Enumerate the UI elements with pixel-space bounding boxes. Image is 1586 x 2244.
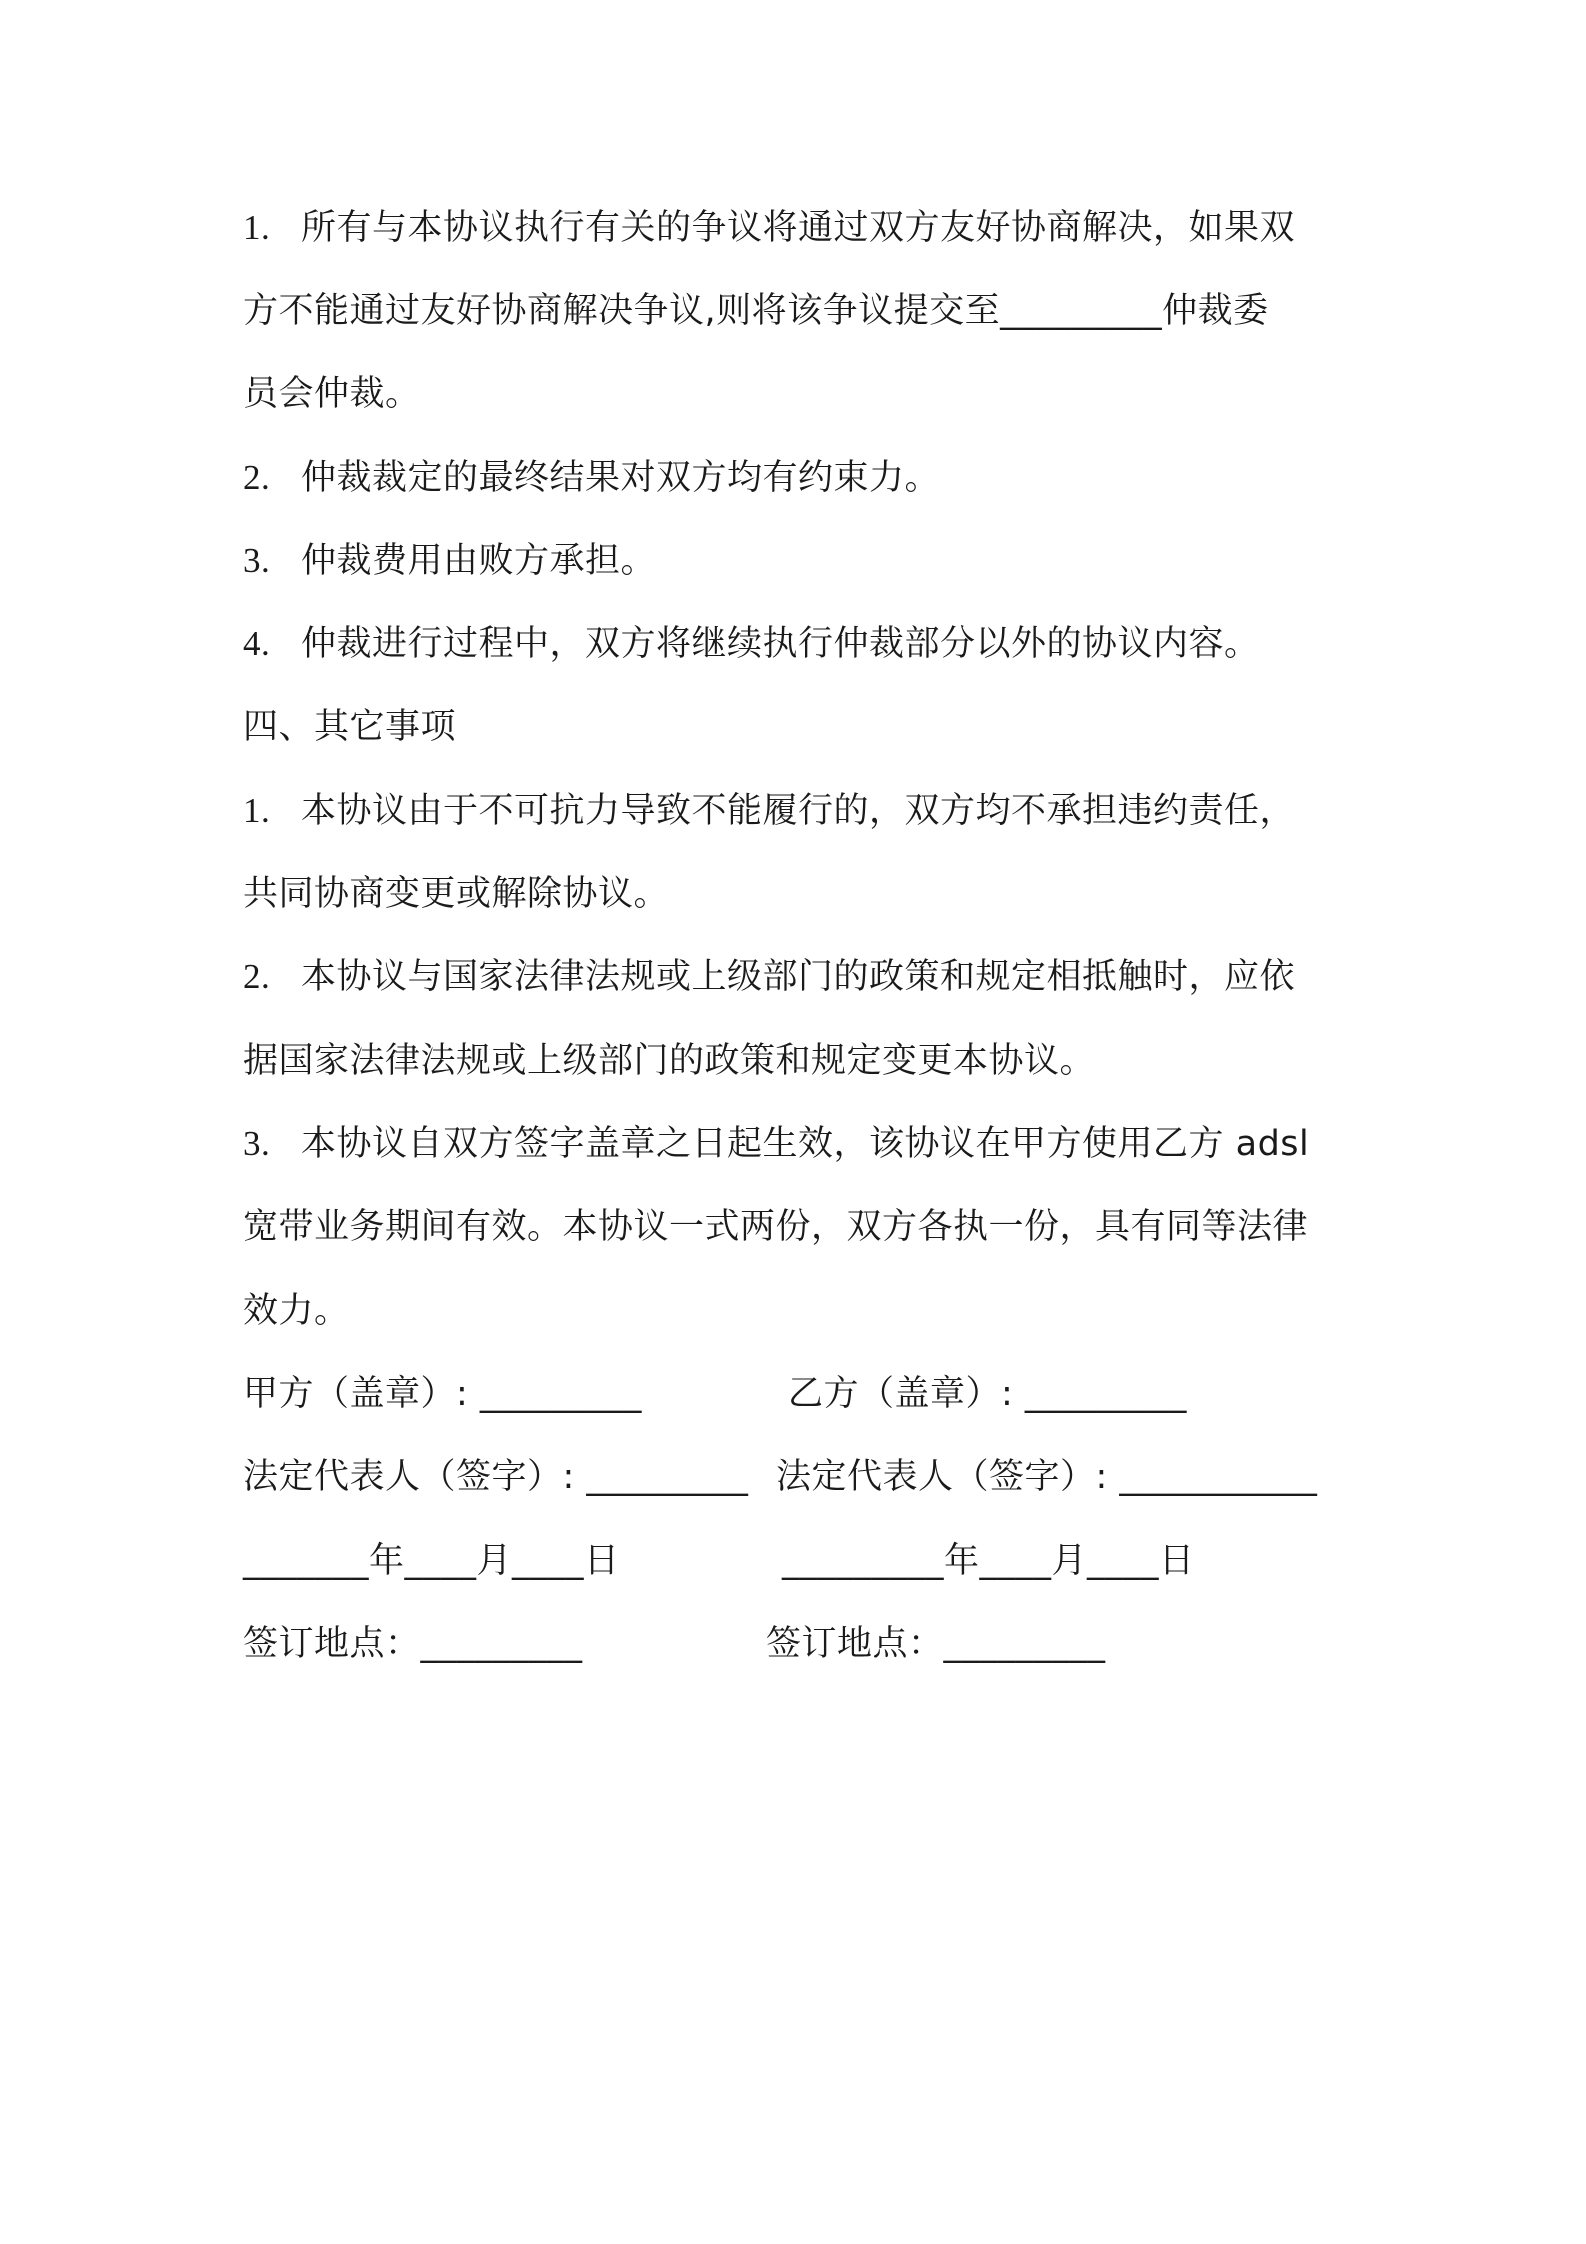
clause-text: 仲裁进行过程中，双方将继续执行仲裁部分以外的协议内容。 — [301, 624, 1260, 664]
clause-arbitration-2 — [243, 453, 940, 503]
clause-other-1-line1 — [243, 786, 1295, 836]
clause-text: 所有与本协议执行有关的争议将通过双方友好协商解决，如果双 — [301, 208, 1296, 248]
clause-text: 本协议自双方签字盖章之日起生效，该协议在甲方使用乙方 adsl — [301, 1124, 1310, 1164]
signature-party-b-rep — [776, 1452, 1317, 1502]
signature-party-b-place — [766, 1619, 1106, 1669]
clause-other-3-line2 — [243, 1202, 1308, 1252]
party-a-seal-label: 甲方（盖章）: _________ — [243, 1374, 642, 1414]
clause-other-2-line2 — [243, 1036, 1095, 1086]
clause-number: 3. — [243, 541, 271, 580]
signature-party-a-seal — [243, 1369, 642, 1419]
party-a-rep-label: 法定代表人（签字）: _________ — [243, 1457, 749, 1497]
clause-arbitration-4 — [243, 619, 1260, 669]
clause-text: 宽带业务期间有效。本协议一式两份，双方各执一份，具有同等法律 — [243, 1207, 1309, 1247]
party-b-date-label: _________年____月____日 — [782, 1541, 1195, 1581]
clause-arbitration-1-line2 — [243, 286, 1269, 336]
clause-number: 4. — [243, 624, 271, 663]
clause-other-3-line1 — [243, 1119, 1309, 1169]
clause-number: 3. — [243, 1124, 271, 1163]
clause-text: 效力。 — [243, 1291, 350, 1331]
clause-number: 2. — [243, 957, 271, 996]
section-heading-other-matters — [243, 702, 456, 752]
clause-number: 1. — [243, 791, 271, 830]
clause-number: 2. — [243, 458, 271, 497]
clause-arbitration-3 — [243, 536, 656, 586]
clause-text: 本协议与国家法律法规或上级部门的政策和规定相抵触时，应依 — [301, 957, 1296, 997]
clause-number: 1. — [243, 208, 271, 247]
clause-other-2-line1 — [243, 952, 1295, 1002]
clause-text: 员会仲裁。 — [243, 374, 421, 414]
clause-arbitration-1-line3 — [243, 369, 421, 419]
clause-text: 方不能通过友好协商解决争议,则将该争议提交至_________仲裁委 — [243, 291, 1269, 331]
clause-arbitration-1-line1 — [243, 203, 1295, 253]
clause-other-1-line2 — [243, 869, 669, 919]
clause-text: 共同协商变更或解除协议。 — [243, 874, 670, 914]
clause-text: 据国家法律法规或上级部门的政策和规定变更本协议。 — [243, 1041, 1096, 1081]
party-b-seal-label: 乙方（盖章）: _________ — [788, 1374, 1187, 1414]
clause-text: 仲裁费用由败方承担。 — [301, 541, 657, 581]
signature-party-a-date — [243, 1536, 620, 1586]
clause-text: 本协议由于不可抗力导致不能履行的，双方均不承担违约责任， — [301, 791, 1296, 831]
section-heading-text: 四、其它事项 — [243, 707, 457, 747]
signature-party-b-seal — [788, 1369, 1187, 1419]
party-a-place-label: 签订地点：_________ — [243, 1624, 583, 1664]
signature-party-a-rep — [243, 1452, 748, 1502]
party-a-date-label: _______年____月____日 — [243, 1541, 620, 1581]
signature-party-b-date — [782, 1536, 1195, 1586]
signature-party-a-place — [243, 1619, 583, 1669]
party-b-rep-label: 法定代表人（签字）: ___________ — [776, 1457, 1318, 1497]
clause-other-3-line3 — [243, 1286, 350, 1336]
clause-text: 仲裁裁定的最终结果对双方均有约束力。 — [301, 458, 941, 498]
party-b-place-label: 签订地点：_________ — [766, 1624, 1106, 1664]
